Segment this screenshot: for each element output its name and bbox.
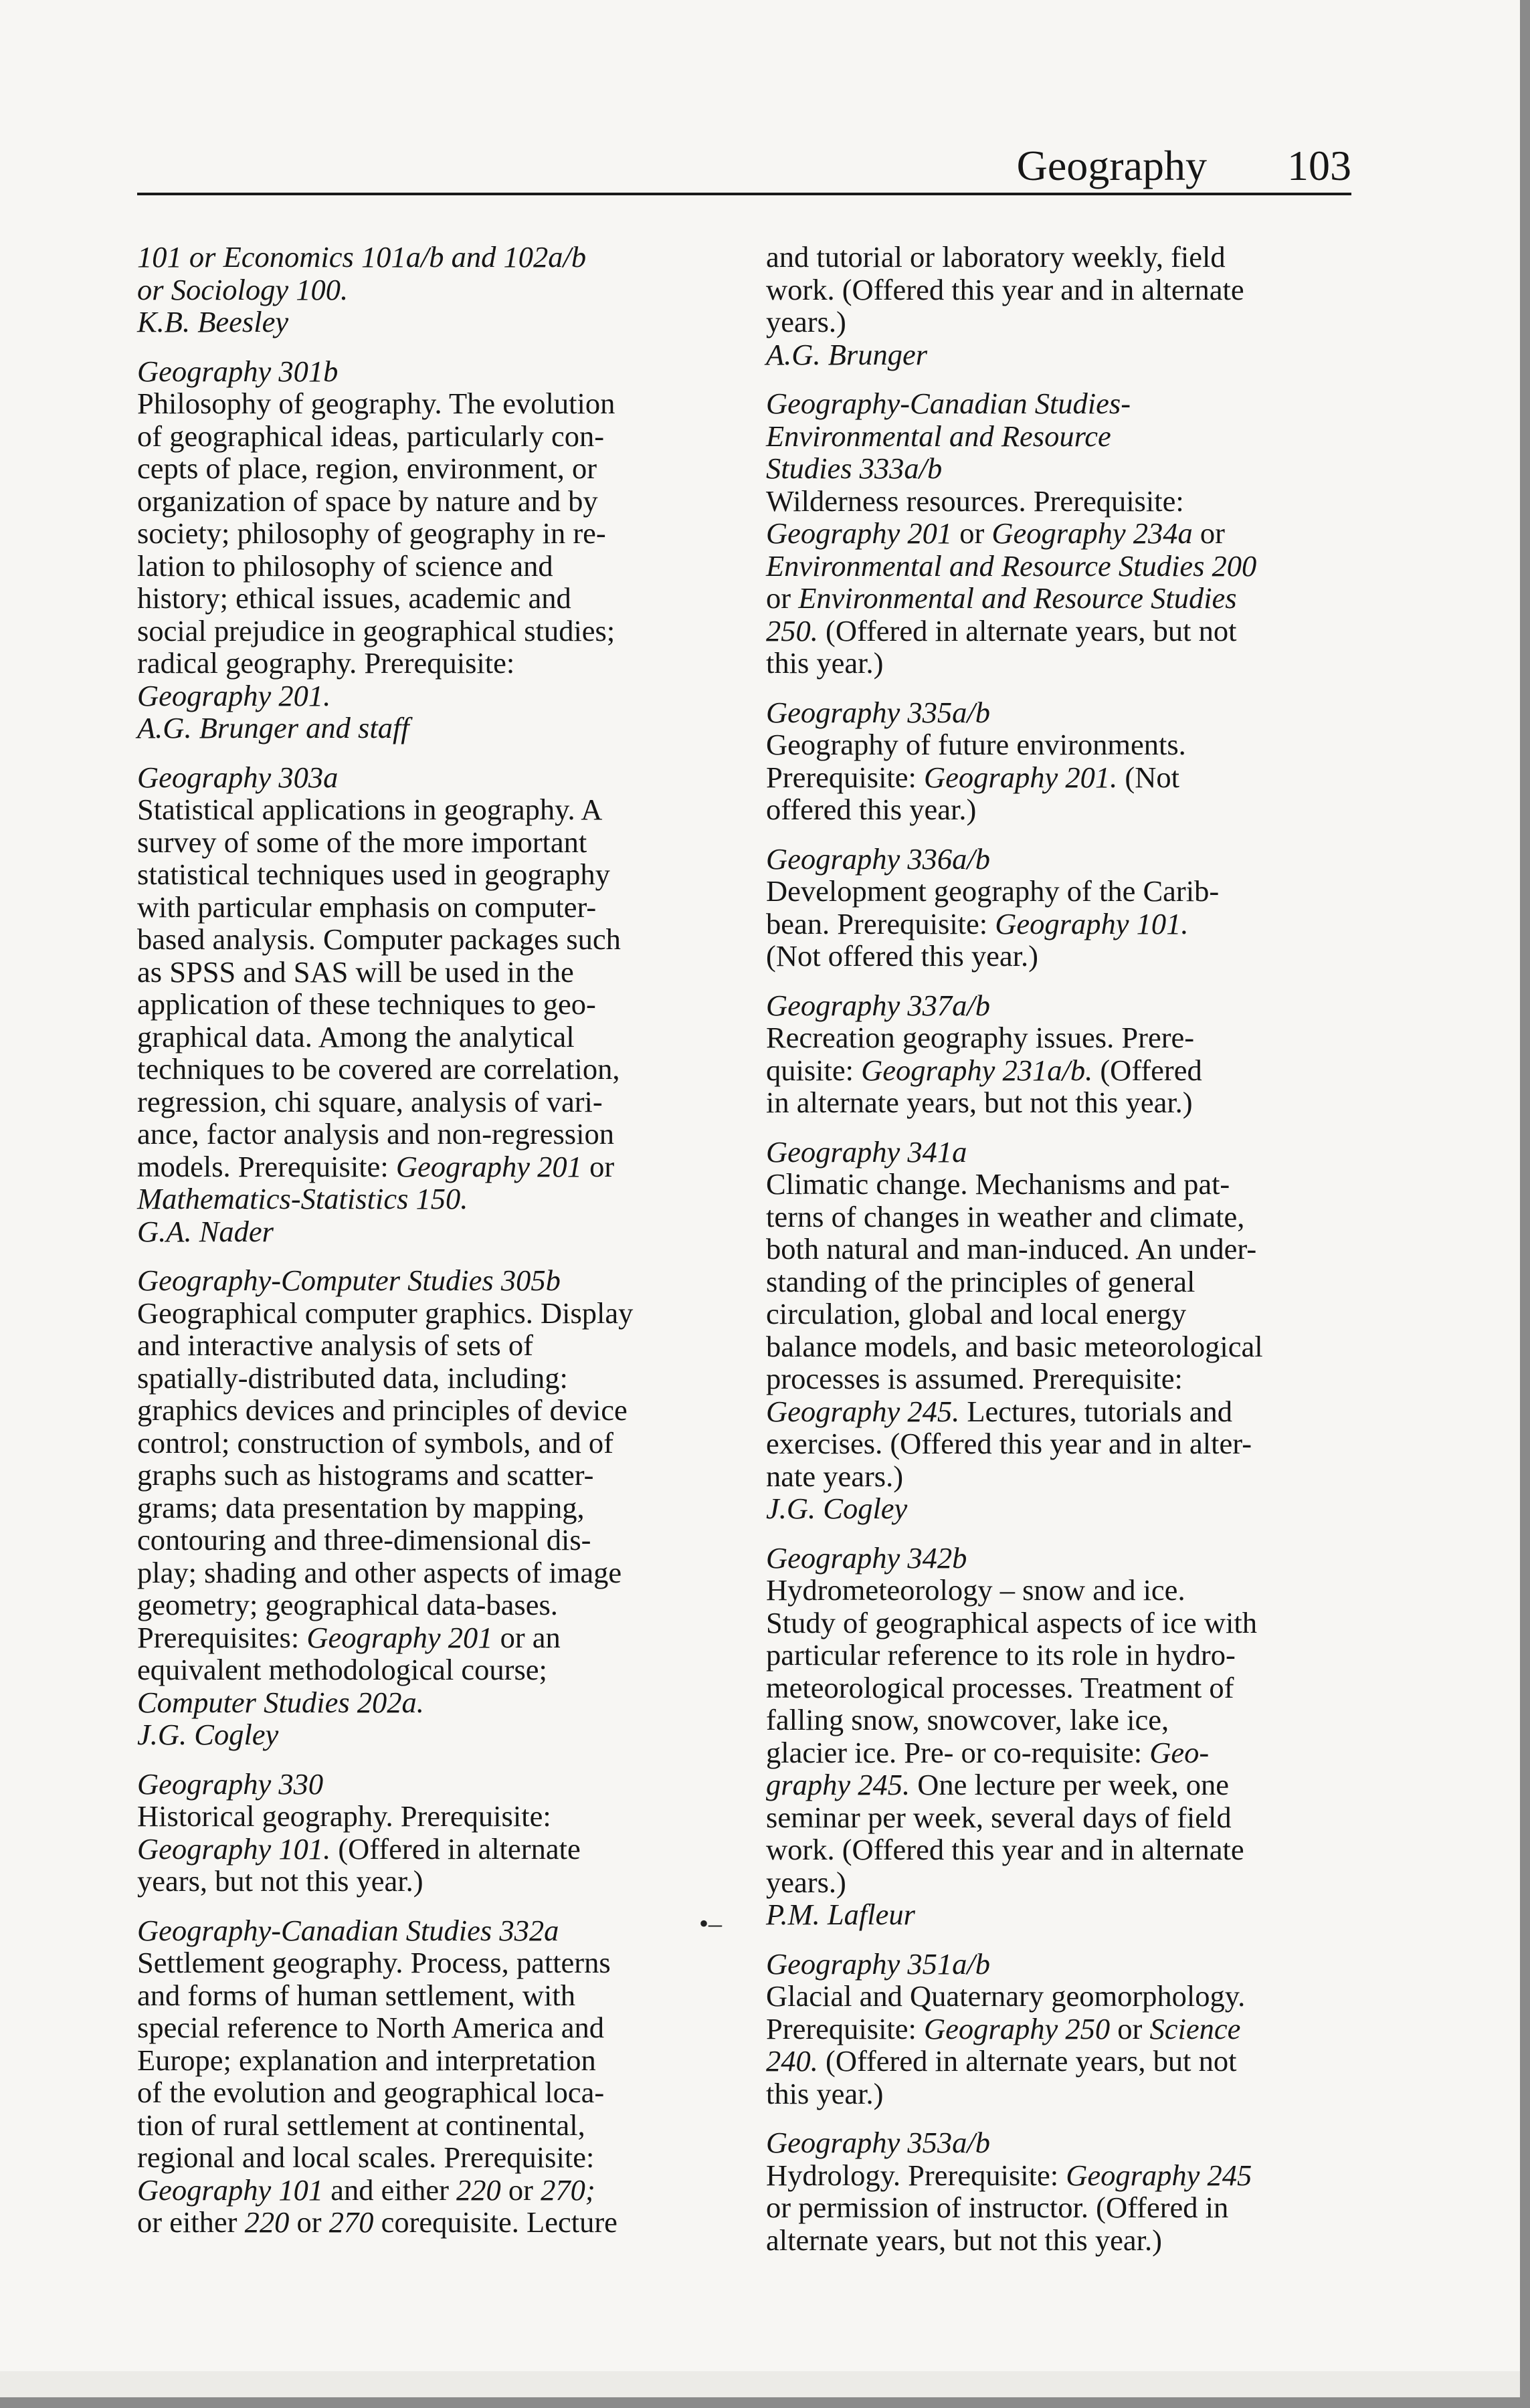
course-instructor: A.G. Brunger and staff — [137, 711, 409, 744]
course-instructor: J.G. Cogley — [766, 1492, 908, 1525]
course-description: Wilderness resources. Prerequisite: Geography 201 or Geography 234a or Environmental and Resource Studies 200 or Environmental and Resource Studies 250. (Offered in alternate years, but not this year.) — [766, 484, 1257, 680]
course-heading: Geography 301b — [137, 354, 339, 388]
course-entry — [766, 2126, 1358, 2256]
course-heading: Geography 337a/b — [766, 988, 990, 1022]
course-entry — [766, 1542, 1358, 1931]
running-head — [1017, 144, 1351, 187]
course-instructor: P.M. Lafleur — [766, 1898, 915, 1931]
course-heading: Geography 341a — [766, 1134, 967, 1169]
course-description: Hydrometeorology – snow and ice. Study of geographical aspects of ice with particular reference to its role in hydro- meteorological processes. Treatment of falling snow, snowcover, lake ice, glacier ice. Pre- or co-requisite: Geo- graphy 245. One lecture per week, one seminar per week, several days of field work. (Offered this year and in alternate years.) — [766, 1573, 1258, 1899]
course-continuation: 101 or Economics 101a/b and 102a/b or Sociology 100. — [137, 240, 587, 306]
course-instructor: K.B. Beesley — [137, 305, 289, 338]
header-rule — [137, 193, 1351, 195]
course-heading: Geography 342b — [766, 1540, 967, 1575]
course-entry — [766, 241, 1358, 371]
arrow-mark-icon: •– — [699, 1908, 723, 1938]
course-heading: Geography 353a/b — [766, 2126, 990, 2159]
course-entry — [137, 1264, 712, 1751]
course-entry — [137, 1768, 712, 1898]
course-heading: Geography 351a/b — [766, 1946, 990, 1981]
course-entry — [137, 761, 712, 1248]
course-description: Settlement geography. Process, patterns and forms of human settlement, with special reference to North America and Europe; explanation and interpretation of the evolution and geographical loca- tion of rural settlement at continental, regional and local scales. Prerequisite: Geography 101 and either 220 or 270; or either 220 or 270 corequisite. Lecture — [137, 1946, 617, 2239]
course-heading: Geography-Canadian Studies 332a — [137, 1913, 559, 1947]
right-column — [766, 241, 1358, 2273]
course-description: Historical geography. Prerequisite: Geography 101. (Offered in alternate years, but not this year.) — [137, 1799, 581, 1898]
course-heading: Geography 303a — [137, 760, 339, 794]
course-description: Statistical applications in geography. A survey of some of the more important statistical techniques used in geography with particular emphasis on computer- based analysis. Computer packages such as SPSS and SAS will be used in the application of these techniques to geo- graphical data. Among the analytical techniques to be covered are correlation, regression, chi square, analysis of vari- ance, factor analysis and non-regression models. Prerequisite: Geography 201 or Mathematics-Statistics 150. — [137, 793, 621, 1215]
course-entry — [137, 355, 712, 744]
course-heading: Geography 336a/b — [766, 841, 990, 876]
course-entry — [766, 1136, 1358, 1525]
page-number: 103 — [1287, 142, 1351, 189]
course-entry — [766, 843, 1358, 973]
course-description: Glacial and Quaternary geomorphology. Prerequisite: Geography 250 or Science 240. (Offered in alternate years, but not this year.) — [766, 1979, 1246, 2110]
course-description: Geographical computer graphics. Display and interactive analysis of sets of spatially-distributed data, including: graphics devices and principles of device control; construction of symbols, and of graphs such as histograms and scatter- grams; data presentation by mapping, contouring and three-dimensional dis- play; shading and other aspects of image geometry; geographical data-bases. Prerequisites: Geography 201 or an equivalent methodological course; Computer Studies 202a. — [137, 1296, 634, 1719]
course-description: Recreation geography issues. Prere- quisite: Geography 231a/b. (Offered in alternate years, but not this year.) — [766, 1021, 1202, 1119]
course-entry — [766, 1948, 1358, 2110]
course-description: and tutorial or laboratory weekly, field work. (Offered this year and in alternate years.) — [766, 240, 1244, 338]
course-description: Geography of future environments. Prerequisite: Geography 201. (Not offered this year.) — [766, 728, 1186, 826]
page-bottom-edge — [0, 2371, 1520, 2397]
course-heading: Geography-Computer Studies 305b — [137, 1264, 561, 1297]
course-description: Hydrology. Prerequisite: Geography 245 or permission of instructor. (Offered in alternate years, but not this year.) — [766, 2158, 1252, 2257]
course-instructor: J.G. Cogley — [137, 1718, 279, 1751]
course-description: Development geography of the Carib- bean. Prerequisite: Geography 101. (Not offered this year.) — [766, 874, 1220, 973]
course-heading: Geography 335a/b — [766, 695, 990, 729]
page-header — [137, 128, 1351, 195]
course-instructor: A.G. Brunger — [766, 337, 928, 371]
course-instructor: G.A. Nader — [137, 1214, 274, 1248]
course-entry — [766, 696, 1358, 826]
left-column — [137, 241, 712, 2255]
course-description: Climatic change. Mechanisms and pat- terns of changes in weather and climate, both natural and man-induced. An under- standing of the principles of general circulation, global and local energy balance models, and basic meteorological processes is assumed. Prerequisite: Geography 245. Lectures, tutorials and exercises. (Offered this year and in alter- nate years.) — [766, 1167, 1263, 1493]
course-heading: Geography-Canadian Studies- Environmental and Resource Studies 333a/b — [766, 387, 1131, 485]
course-entry — [137, 241, 712, 338]
course-entry — [137, 1914, 712, 2239]
course-entry — [766, 989, 1358, 1119]
section-title: Geography — [1016, 142, 1207, 189]
course-entry — [766, 387, 1358, 680]
course-heading: Geography 330 — [137, 1767, 324, 1801]
course-description: Philosophy of geography. The evolution of geographical ideas, particularly con- cepts of place, region, environment, or organization of space by nature and by society; philosophy of geography in re- lation to philosophy of science and history; ethical issues, academic and social prejudice in geographical studies; radical geography. Prerequisite: Geography 201. — [137, 387, 615, 712]
